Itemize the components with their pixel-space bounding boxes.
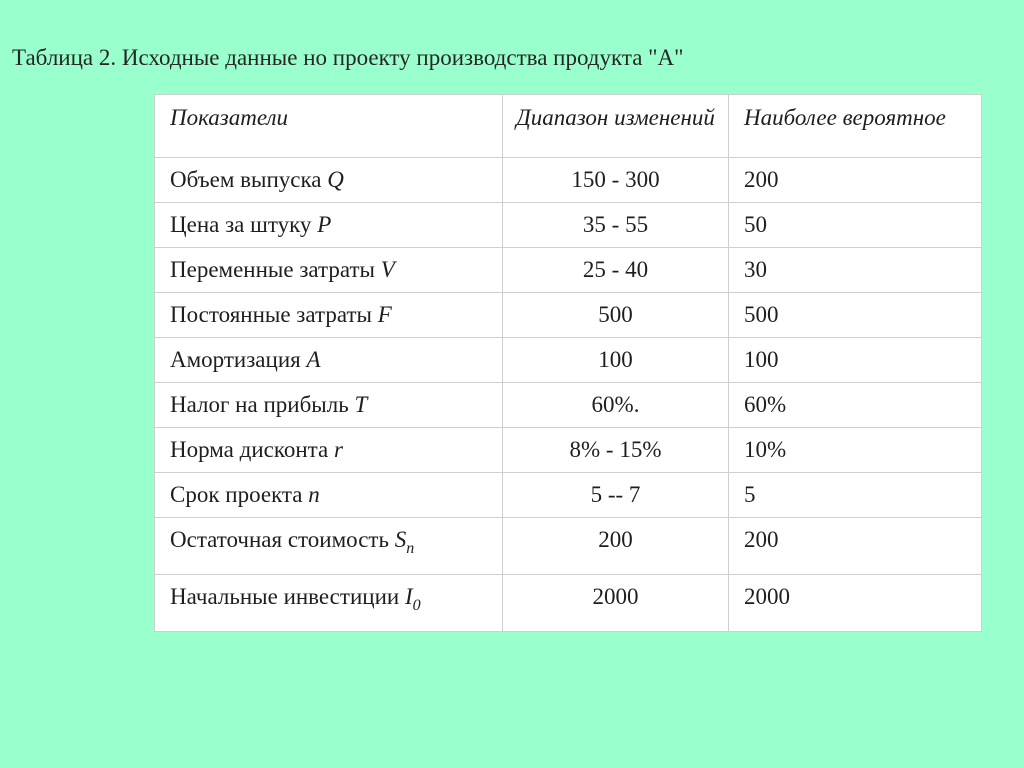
table-row	[155, 338, 982, 383]
most-likely-cell: 200	[729, 158, 982, 203]
indicator-cell	[155, 383, 503, 428]
table-header-row	[155, 95, 982, 158]
most-likely-cell: 50	[729, 203, 982, 248]
indicator-symbol: Q	[327, 167, 344, 192]
most-likely-cell: 500	[729, 293, 982, 338]
indicator-label: Остаточная стоимость	[170, 527, 395, 552]
table-row	[155, 203, 982, 248]
table-row	[155, 293, 982, 338]
header-most-likely: Наиболее вероятное	[729, 95, 982, 158]
header-range: Диапазон изменений	[503, 95, 729, 158]
most-likely-cell: 2000	[729, 575, 982, 632]
indicator-label: Налог на прибыль	[170, 392, 355, 417]
indicator-symbol: I	[404, 584, 413, 609]
indicator-cell	[155, 575, 503, 632]
indicator-symbol: Р	[317, 212, 332, 237]
most-likely-cell: 200	[729, 518, 982, 575]
indicator-symbol: n	[308, 482, 320, 507]
indicator-cell	[155, 203, 503, 248]
header-indicators: Показатели	[155, 95, 503, 158]
most-likely-cell: 5	[729, 473, 982, 518]
range-cell: 2000	[503, 575, 729, 632]
indicator-symbol: V	[380, 257, 395, 282]
indicator-symbol: А	[306, 347, 321, 372]
indicator-label: Амортизация	[170, 347, 307, 372]
most-likely-cell: 30	[729, 248, 982, 293]
table-row	[155, 473, 982, 518]
indicator-label: Объем выпуска	[170, 167, 328, 192]
indicator-cell	[155, 338, 503, 383]
indicator-symbol: F	[377, 302, 392, 327]
most-likely-cell: 10%	[729, 428, 982, 473]
indicator-symbol: r	[333, 437, 343, 462]
range-cell: 25 - 40	[503, 248, 729, 293]
indicator-cell	[155, 293, 503, 338]
most-likely-cell: 60%	[729, 383, 982, 428]
table-row	[155, 383, 982, 428]
indicator-label: Срок проекта	[170, 482, 309, 507]
range-cell: 200	[503, 518, 729, 575]
indicator-symbol: Т	[354, 392, 368, 417]
table-row	[155, 248, 982, 293]
indicator-symbol: S	[394, 527, 407, 552]
table-row	[155, 158, 982, 203]
indicator-cell	[155, 518, 503, 575]
project-data-table	[154, 94, 982, 632]
range-cell: 60%.	[503, 383, 729, 428]
indicator-label: Цена за штуку	[170, 212, 318, 237]
indicator-label: Начальные инвестиции	[170, 584, 405, 609]
indicator-subscript: n	[406, 540, 415, 557]
range-cell: 150 - 300	[503, 158, 729, 203]
indicator-cell	[155, 473, 503, 518]
indicator-label: Постоянные затраты	[170, 302, 378, 327]
page-title: Таблица 2. Исходные данные но проекту производства продукта "А"	[12, 45, 684, 70]
indicator-label: Норма дисконта	[170, 437, 334, 462]
indicator-label: Переменные затраты	[170, 257, 381, 282]
table-row	[155, 518, 982, 575]
most-likely-cell: 100	[729, 338, 982, 383]
table-row	[155, 575, 982, 632]
range-cell: 8% - 15%	[503, 428, 729, 473]
range-cell: 5 -- 7	[503, 473, 729, 518]
table-row	[155, 428, 982, 473]
indicator-cell	[155, 158, 503, 203]
indicator-cell	[155, 248, 503, 293]
range-cell: 100	[503, 338, 729, 383]
range-cell: 35 - 55	[503, 203, 729, 248]
indicator-cell	[155, 428, 503, 473]
table-body	[155, 158, 982, 632]
range-cell: 500	[503, 293, 729, 338]
indicator-subscript: 0	[412, 597, 421, 614]
